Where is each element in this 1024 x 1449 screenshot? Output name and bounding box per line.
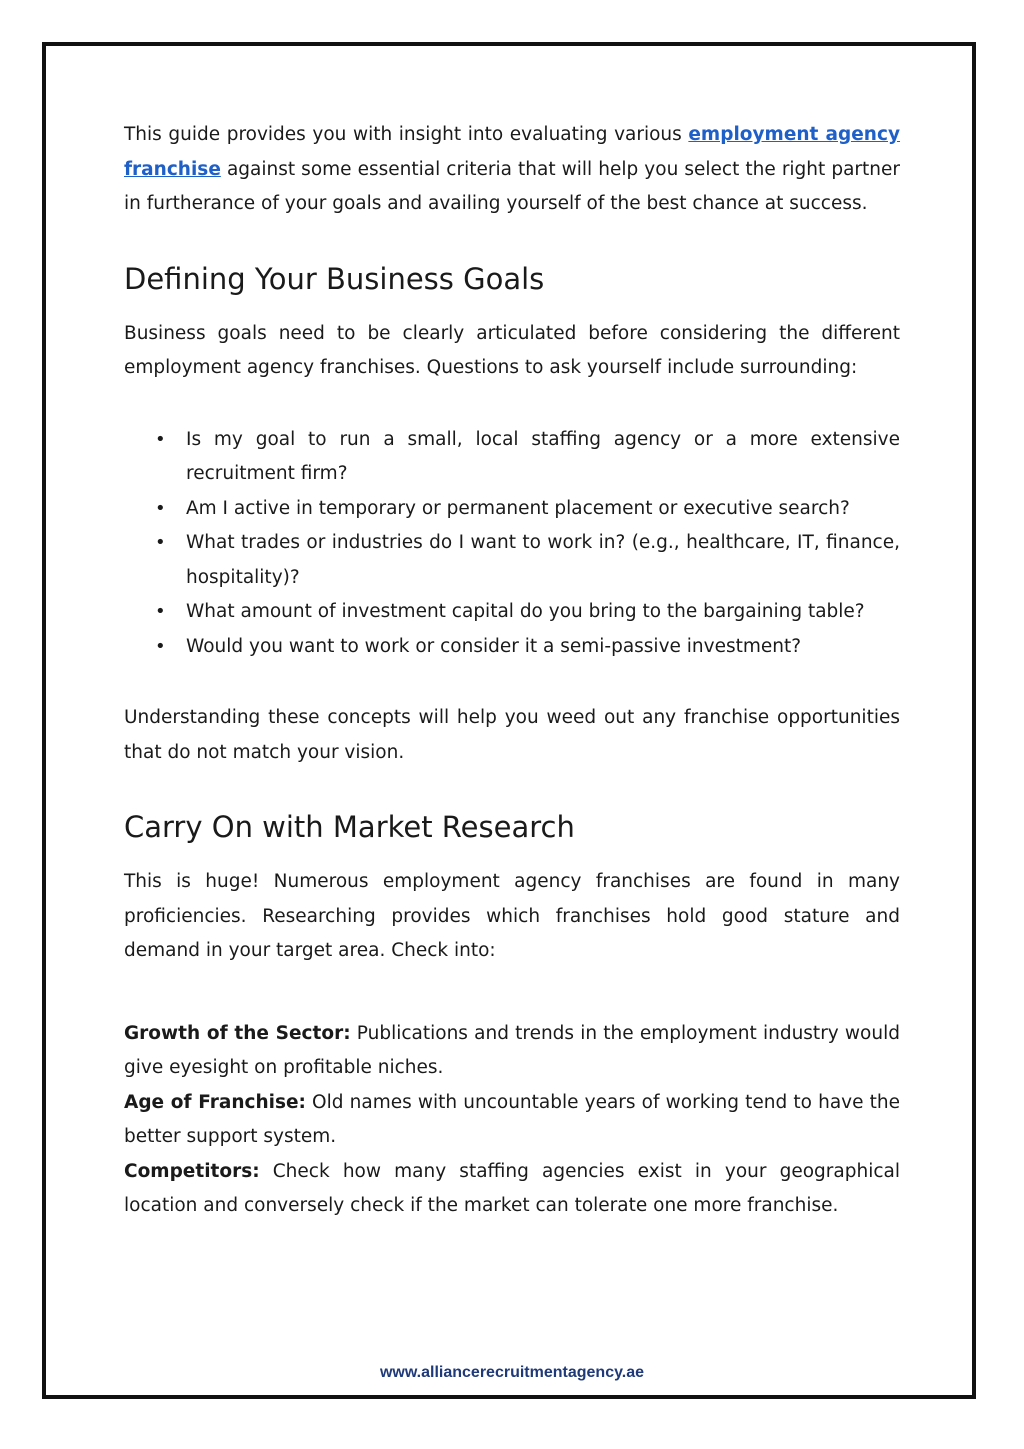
factor-text: Old names with uncountable years of working tend to have the better support system. (124, 1091, 900, 1147)
list-item (124, 423, 900, 492)
employment-agency-franchise-link[interactable]: employment agency franchise (124, 124, 901, 180)
heading-business-goals: Defining Your Business Goals (124, 261, 545, 296)
factor-label: Age of Franchise: (124, 1091, 306, 1113)
understanding-paragraph: Understanding these concepts will help you weed out any franchise opportunities that do not match your vision. (124, 707, 900, 763)
factor-competitors (124, 1155, 900, 1224)
bullet-icon: • (155, 428, 166, 450)
business-goals-paragraph: Business goals need to be clearly articulated before considering the different employment agency franchises. Questions to ask yourself include surrounding: (124, 322, 900, 378)
list-item (124, 492, 900, 527)
intro-paragraph (124, 118, 900, 222)
heading-market-research: Carry On with Market Research (124, 810, 575, 844)
list-item (124, 630, 900, 665)
factor-label: Growth of the Sector: (124, 1022, 351, 1044)
footer-website-url: www.alliancerecruitmentagency.ae (379, 1364, 645, 1381)
list-item-text: Is my goal to run a small, local staffing agency or a more extensive recruitment firm? (186, 428, 900, 484)
list-item-text: Am I active in temporary or permanent placement or executive search? (186, 497, 850, 519)
market-research-paragraph: This is huge! Numerous employment agency franchises are found in many proficiencies. Researching provides which franchises hold good stature and demand in your target area. Check into: (124, 871, 900, 961)
list-item-text: What amount of investment capital do you bring to the bargaining table? (186, 601, 865, 622)
list-item (124, 595, 900, 630)
list-item (124, 526, 900, 595)
bullet-icon: • (155, 635, 166, 657)
list-item-text: What trades or industries do I want to work in? (e.g., healthcare, IT, finance, hospitality)? (186, 532, 900, 588)
factor-growth (124, 1017, 900, 1086)
bullet-icon: • (155, 601, 166, 622)
factor-label: Competitors: (124, 1160, 260, 1182)
page-content (124, 118, 900, 1224)
intro-text-before: This guide provides you with insight into evaluating various (124, 124, 689, 145)
factor-text: Check how many staffing agencies exist in your geographical location and conversely check if the market can tolerate one more franchise. (124, 1160, 900, 1216)
bullet-icon: • (155, 497, 166, 519)
list-item-text: Would you want to work or consider it a semi-passive investment? (186, 635, 802, 657)
bullet-icon: • (155, 532, 166, 553)
goals-question-list (124, 423, 900, 665)
factor-text: Publications and trends in the employment industry would give eyesight on profitable niches. (124, 1022, 900, 1078)
market-factors (124, 1017, 900, 1224)
intro-text-after: against some essential criteria that will help you select the right partner in furtherance of your goals and availing yourself of the best chance at success. (124, 158, 900, 214)
factor-age (124, 1086, 900, 1155)
